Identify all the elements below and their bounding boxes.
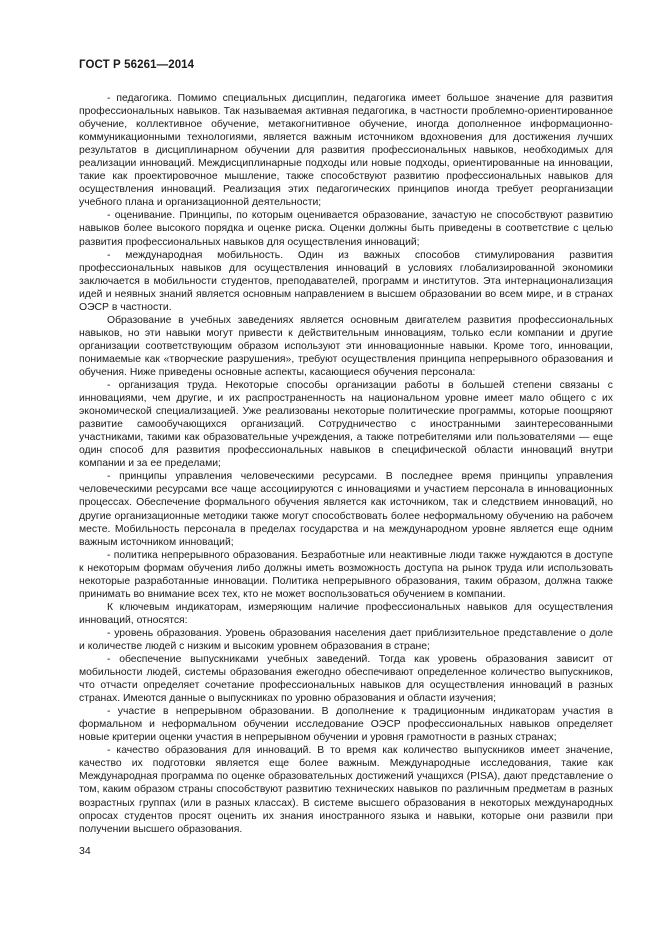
paragraph: - организация труда. Некоторые способы организации работы в большей степени связаны с инновациями, чем другие, и их распространенность на национальном уровне имеет мало общего с их экономической специализацией. Уже реализованы некоторые политические программы, которые поощряют развитие самообучающихся организаций. Сотрудничество с иностранными заинтересованными участниками, такими как образовательные учреждения, а также потребителями или пользователями — еще один способ для развития профессиональных навыков в специфической области инноваций внутри компании и за ее пределами;: [79, 380, 613, 470]
paragraph: - уровень образования. Уровень образования населения дает приблизительное представление о доле и количестве людей с низким и высоким уровнем образования в стране;: [79, 627, 613, 652]
paragraph: - политика непрерывного образования. Безработные или неактивные люди также нуждаются в доступе к некоторым формам обучения либо должны иметь возможность доступа на рынок труда или использовать некоторые разработанные инновации. Политика непрерывного образования, таким образом, должна также принимать во внимание всех тех, кто не может воспользоваться обучением в компании.: [79, 549, 613, 600]
body-text: [79, 92, 613, 836]
paragraph: К ключевым индикаторам, измеряющим наличие профессиональных навыков для осуществления инноваций, относятся:: [79, 601, 613, 626]
page-number: 34: [79, 845, 91, 857]
paragraph: - педагогика. Помимо специальных дисциплин, педагогика имеет большое значение для развития профессиональных навыков. Так называемая активная педагогика, в частности проблемно-ориентированное обучение, коллективное обучение, метакогнитивное обучение, иногда дополненное информационно-коммуникационными технологиями, является важным источником вдохновения для достижения лучших результатов в дисциплинарном обучении для развития профессиональных навыков, необходимых для реализации инноваций. Междисциплинарные подходы или новые подходы, ориентированные на инновации, такие как проектировочное мышление, также способствуют развитию профессиональных навыков для осуществления инноваций. Реализация этих педагогических принципов иногда требует реорганизации учебного плана и организационной деятельности;: [79, 93, 613, 209]
paragraph: - участие в непрерывном образовании. В дополнение к традиционным индикаторам участия в формальном и неформальном обучении исследование ОЭСР профессиональных навыков определяет новые критерии оценки участия в непрерывном обучении и уровня грамотности в разных странах;: [79, 706, 613, 744]
paragraph: - обеспечение выпускниками учебных заведений. Тогда как уровень образования зависит от мобильности людей, системы образования ежегодно обеспечивают определенное количество выпускников, что отчасти определяет сочетание профессиональных навыков для осуществления инноваций в разных странах. Имеются данные о выпускниках по уровню образования и области изучения;: [79, 654, 613, 705]
paragraph: - оценивание. Принципы, по которым оценивается образование, зачастую не способствуют развитию навыков более высокого порядка и оценке риска. Оценки должны быть приведены в соответствие с целью развития профессиональных навыков для осуществления инноваций;: [79, 210, 613, 248]
standard-header: ГОСТ Р 56261—2014: [79, 59, 195, 71]
paragraph: - качество образования для инноваций. В то время как количество выпускников имеет значение, качество их подготовки является еще более важным. Международные исследования, такие как Международная программа по оценке образовательных достижений учащихся (PISA), дают представление о том, каким образом страны способствуют развитию технических навыков по различным предметам в разных возрастных группах (или в разных классах). В системе высшего образования в некоторых международных опросах студентов просят оценить их знания иностранного языка и навыки, которые они развили при получении высшего образования.: [79, 745, 613, 835]
paragraph: Образование в учебных заведениях является основным двигателем развития профессиональных навыков, но эти навыки могут привести к действительным инновациям, только если компании и другие организации соответствующим образом используют эти инновационные навыки. Кроме того, инновации, понимаемые как «творческие разрушения», требуют осуществления принципа непрерывного образования и обучения. Ниже приведены основные аспекты, касающиеся обучения персонала:: [79, 314, 613, 378]
paragraph: - международная мобильность. Один из важных способов стимулирования развития профессиональных навыков для осуществления инноваций в условиях глобализированной экономики заключается в мобильности студентов, преподавателей, программ и институтов. Эта интернационализация идей и неявных знаний является основным направлением в высшем образовании во всем мире, и в странах ОЭСР в частности.: [79, 249, 613, 313]
paragraph: - принципы управления человеческими ресурсами. В последнее время принципы управления человеческими ресурсами все чаще ассоциируются с инновациями и участием персонала в инновационных процессах. Обеспечение формального обучения является как источником, так и следствием инноваций, но другие организационные методики также могут способствовать более неформальному обучению на рабочем месте. Мобильность персонала в пределах государства и на международном уровне является еще одним важным источником инноваций;: [79, 471, 613, 548]
